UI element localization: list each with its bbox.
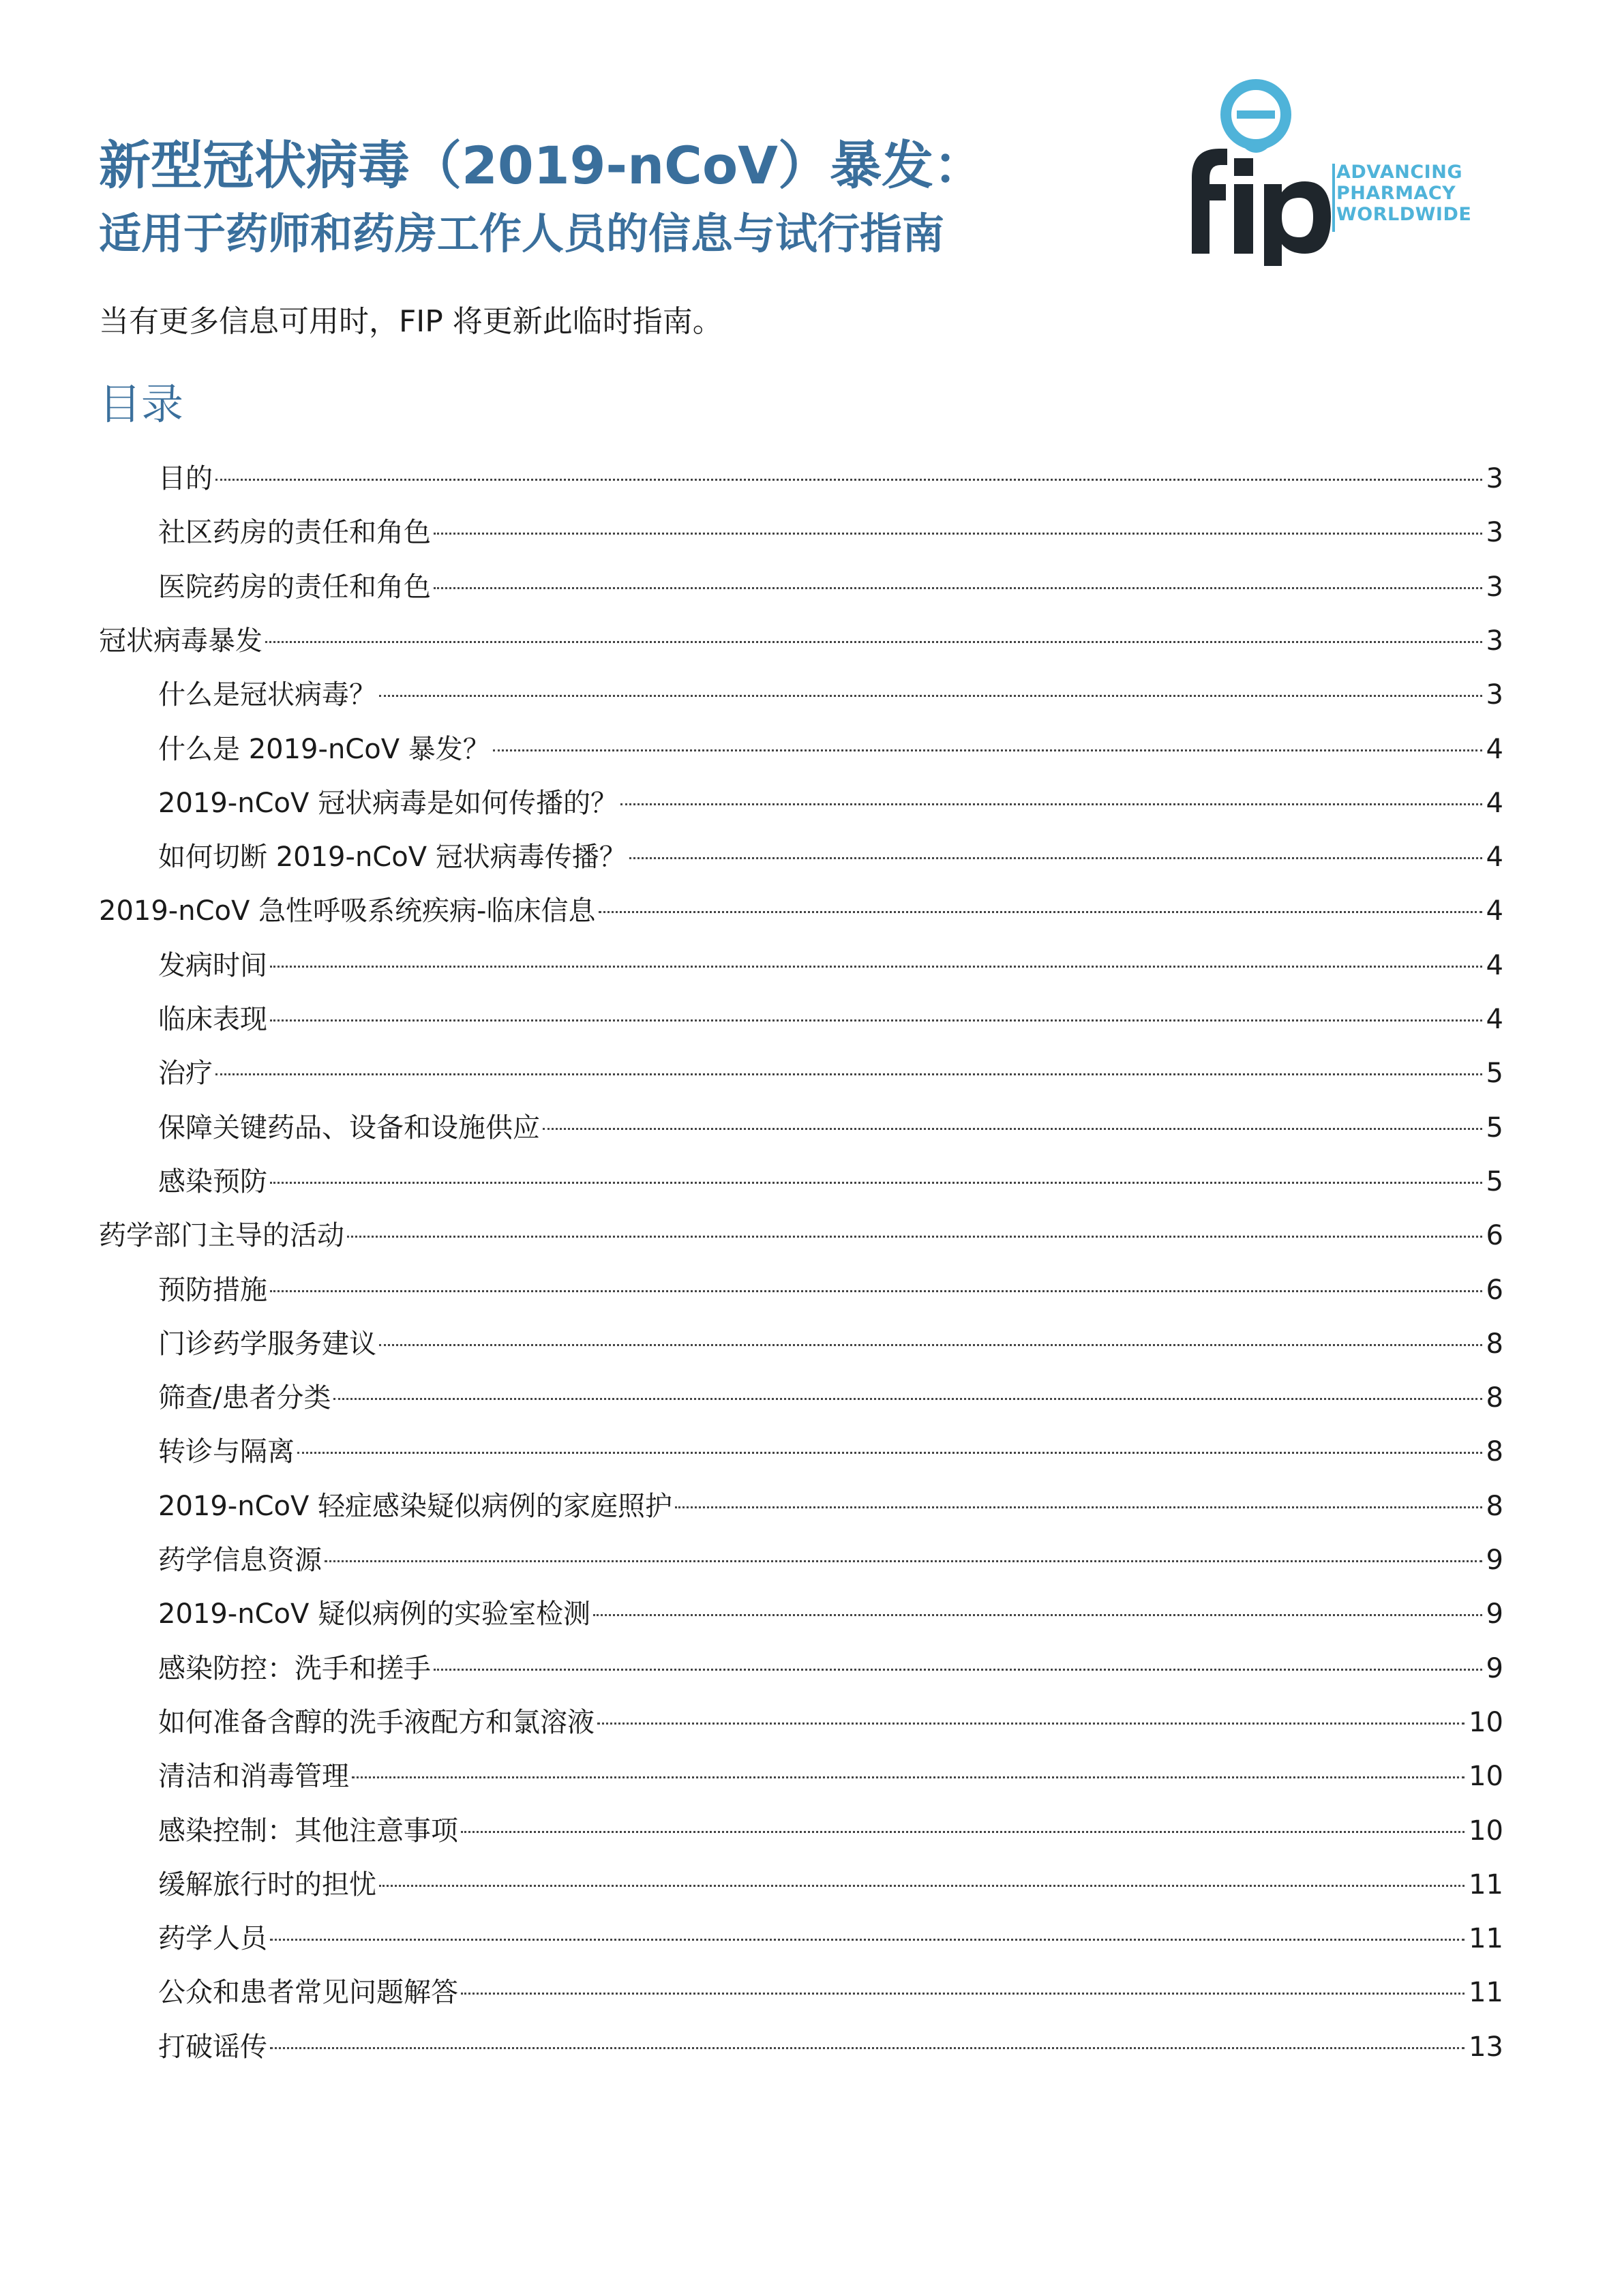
- toc-entry[interactable]: [158, 668, 1503, 722]
- toc-entry-page: 5: [1486, 1058, 1503, 1089]
- logo-tagline-line1: ADVANCING: [1336, 162, 1462, 183]
- toc-entry-page: 9: [1486, 1653, 1503, 1684]
- toc-entry[interactable]: [158, 1911, 1503, 1966]
- toc-entry-page: 3: [1486, 625, 1503, 657]
- document-title: 新型冠状病毒（2019-nCoV）暴发：: [99, 135, 985, 196]
- toc-entry[interactable]: [158, 992, 1503, 1047]
- toc-entry-label: 发病时间: [158, 950, 267, 981]
- toc-entry-page: 9: [1486, 1598, 1503, 1630]
- toc-dot-leader: [461, 1831, 1465, 1833]
- toc-entry-label: 什么是冠状病毒？: [158, 679, 376, 711]
- toc-dot-leader: [215, 479, 1482, 481]
- toc-entry[interactable]: [158, 505, 1503, 560]
- toc-entry-page: 10: [1469, 1761, 1503, 1792]
- toc-entry-page: 4: [1486, 788, 1503, 819]
- toc-entry[interactable]: [158, 938, 1503, 993]
- toc-dot-leader: [493, 749, 1482, 751]
- toc-entry-label: 药学部门主导的活动: [99, 1220, 344, 1251]
- toc-entry-page: 9: [1486, 1545, 1503, 1576]
- toc-dot-leader: [333, 1398, 1482, 1400]
- toc-dot-leader: [270, 1019, 1482, 1022]
- toc-dot-leader: [434, 533, 1482, 535]
- toc-dot-leader: [325, 1560, 1482, 1562]
- toc-dot-leader: [597, 1723, 1465, 1725]
- toc-entry[interactable]: [158, 1695, 1503, 1750]
- toc-entry-page: 8: [1486, 1436, 1503, 1467]
- toc-entry[interactable]: [158, 1858, 1503, 1912]
- toc-entry-page: 4: [1486, 734, 1503, 765]
- toc-dot-leader: [297, 1452, 1482, 1454]
- toc-entry-label: 什么是 2019-nCoV 暴发？: [158, 734, 490, 765]
- toc-entry-page: 3: [1486, 463, 1503, 494]
- toc-entry-label: 转诊与隔离: [158, 1436, 295, 1467]
- toc-entry-label: 2019-nCoV 轻症感染疑似病例的家庭照护: [158, 1491, 673, 1522]
- toc-entry-label: 医院药房的责任和角色: [158, 571, 431, 603]
- toc-entry-label: 预防措施: [158, 1274, 267, 1306]
- toc-entry-label: 感染防控：洗手和搓手: [158, 1653, 431, 1684]
- toc-dot-leader: [599, 911, 1482, 913]
- toc-entry-page: 10: [1469, 1707, 1503, 1738]
- toc-entry[interactable]: [158, 1154, 1503, 1209]
- toc-entry[interactable]: [158, 2020, 1503, 2074]
- toc-entry-page: 6: [1486, 1274, 1503, 1306]
- toc-entry-label: 打破谣传: [158, 2031, 267, 2063]
- toc-entry-label: 清洁和消毒管理: [158, 1761, 349, 1792]
- toc-dot-leader: [461, 1993, 1465, 1995]
- toc-entry-page: 3: [1486, 571, 1503, 603]
- toc-entry-label: 药学人员: [158, 1923, 267, 1954]
- toc-entry-label: 如何切断 2019-nCoV 冠状病毒传播？: [158, 841, 627, 873]
- toc-entry-page: 4: [1486, 1004, 1503, 1035]
- toc-dot-leader: [543, 1128, 1482, 1130]
- toc-dot-leader: [265, 641, 1482, 643]
- toc-entry[interactable]: [158, 1425, 1503, 1479]
- toc-entry[interactable]: [158, 1317, 1503, 1371]
- toc-entry[interactable]: [158, 1749, 1503, 1804]
- toc-entry-page: 8: [1486, 1382, 1503, 1414]
- logo-tagline-line3: WORLDWIDE: [1336, 204, 1472, 225]
- toc-entry[interactable]: [158, 1965, 1503, 2020]
- toc-entry[interactable]: [158, 1533, 1503, 1587]
- update-notice: 当有更多信息可用时，FIP 将更新此临时指南。: [99, 304, 723, 339]
- toc-entry[interactable]: [158, 560, 1503, 614]
- toc-entry[interactable]: [158, 1587, 1503, 1641]
- fip-logo: [1180, 75, 1486, 266]
- toc-entry[interactable]: [158, 451, 1503, 506]
- toc-entry-page: 13: [1469, 2031, 1503, 2063]
- toc-entry-label: 缓解旅行时的担忧: [158, 1869, 376, 1900]
- toc-entry[interactable]: [158, 1046, 1503, 1101]
- toc-entry-label: 2019-nCoV 冠状病毒是如何传播的？: [158, 788, 618, 819]
- toc-dot-leader: [379, 1885, 1465, 1887]
- toc-entry-page: 4: [1486, 950, 1503, 981]
- toc-dot-leader: [379, 695, 1482, 697]
- logo-tagline: [1336, 162, 1471, 225]
- toc-entry[interactable]: [158, 1101, 1503, 1155]
- toc-dot-leader: [215, 1073, 1482, 1075]
- toc-entry-page: 8: [1486, 1328, 1503, 1360]
- toc-entry-page: 5: [1486, 1112, 1503, 1144]
- toc-dot-leader: [270, 1182, 1482, 1184]
- toc-entry-label: 2019-nCoV 急性呼吸系统疾病-临床信息: [99, 895, 596, 927]
- toc-dot-leader: [270, 966, 1482, 968]
- toc-entry-page: 3: [1486, 679, 1503, 711]
- toc-entry-page: 4: [1486, 841, 1503, 873]
- toc-dot-leader: [434, 587, 1482, 589]
- toc-dot-leader: [270, 1939, 1465, 1941]
- toc-dot-leader: [352, 1776, 1465, 1778]
- toc-dot-leader: [434, 1669, 1482, 1671]
- toc-heading: 目录: [99, 379, 184, 429]
- toc-entry-page: 11: [1469, 1923, 1503, 1954]
- toc-entry-label: 临床表现: [158, 1004, 267, 1035]
- toc-dot-leader: [347, 1236, 1482, 1238]
- toc-entry-page: 8: [1486, 1491, 1503, 1522]
- toc-entry-label: 冠状病毒暴发: [99, 625, 262, 657]
- toc-entry-label: 公众和患者常见问题解答: [158, 1977, 458, 2008]
- toc-entry-page: 3: [1486, 517, 1503, 548]
- toc-entry[interactable]: [158, 722, 1503, 777]
- toc-entry[interactable]: [158, 1263, 1503, 1317]
- toc-entry-label: 如何准备含醇的洗手液配方和氯溶液: [158, 1707, 595, 1738]
- toc-entry[interactable]: [158, 1804, 1503, 1858]
- toc-entry[interactable]: [99, 884, 1503, 938]
- toc-entry-label: 感染控制：其他注意事项: [158, 1815, 458, 1847]
- toc-entry-label: 筛查/患者分类: [158, 1382, 331, 1414]
- toc-entry-label: 2019-nCoV 疑似病例的实验室检测: [158, 1598, 591, 1630]
- toc-dot-leader: [270, 2047, 1465, 2049]
- toc-entry[interactable]: [158, 1371, 1503, 1425]
- toc-entry[interactable]: [158, 776, 1503, 831]
- toc-entry[interactable]: [158, 830, 1503, 884]
- logo-tagline-line2: PHARMACY: [1336, 183, 1456, 204]
- toc-entry-page: 11: [1469, 1869, 1503, 1900]
- toc-entry-label: 保障关键药品、设备和设施供应: [158, 1112, 540, 1144]
- toc-dot-leader: [379, 1344, 1482, 1346]
- toc-entry[interactable]: [99, 1208, 1503, 1263]
- toc-dot-leader: [620, 803, 1482, 805]
- toc-entry-label: 治疗: [158, 1058, 213, 1089]
- toc-entry-page: 11: [1469, 1977, 1503, 2008]
- toc-dot-leader: [675, 1506, 1482, 1508]
- toc-dot-leader: [629, 857, 1482, 859]
- toc-entry-page: 4: [1486, 895, 1503, 927]
- toc-entry[interactable]: [99, 614, 1503, 668]
- toc-entry-page: 6: [1486, 1220, 1503, 1251]
- toc-entry-label: 药学信息资源: [158, 1545, 322, 1576]
- toc-entry[interactable]: [158, 1641, 1503, 1696]
- document-subtitle: 适用于药师和药房工作人员的信息与试行指南: [99, 209, 945, 258]
- toc-dot-leader: [593, 1614, 1482, 1616]
- toc-entry-label: 门诊药学服务建议: [158, 1328, 376, 1360]
- toc-entry-page: 10: [1469, 1815, 1503, 1847]
- toc-entry-label: 感染预防: [158, 1166, 267, 1197]
- toc-entry-page: 5: [1486, 1166, 1503, 1197]
- toc-entry[interactable]: [158, 1479, 1503, 1534]
- toc-entry-label: 社区药房的责任和角色: [158, 517, 431, 548]
- toc-entry-label: 目的: [158, 463, 213, 494]
- toc-dot-leader: [270, 1290, 1482, 1292]
